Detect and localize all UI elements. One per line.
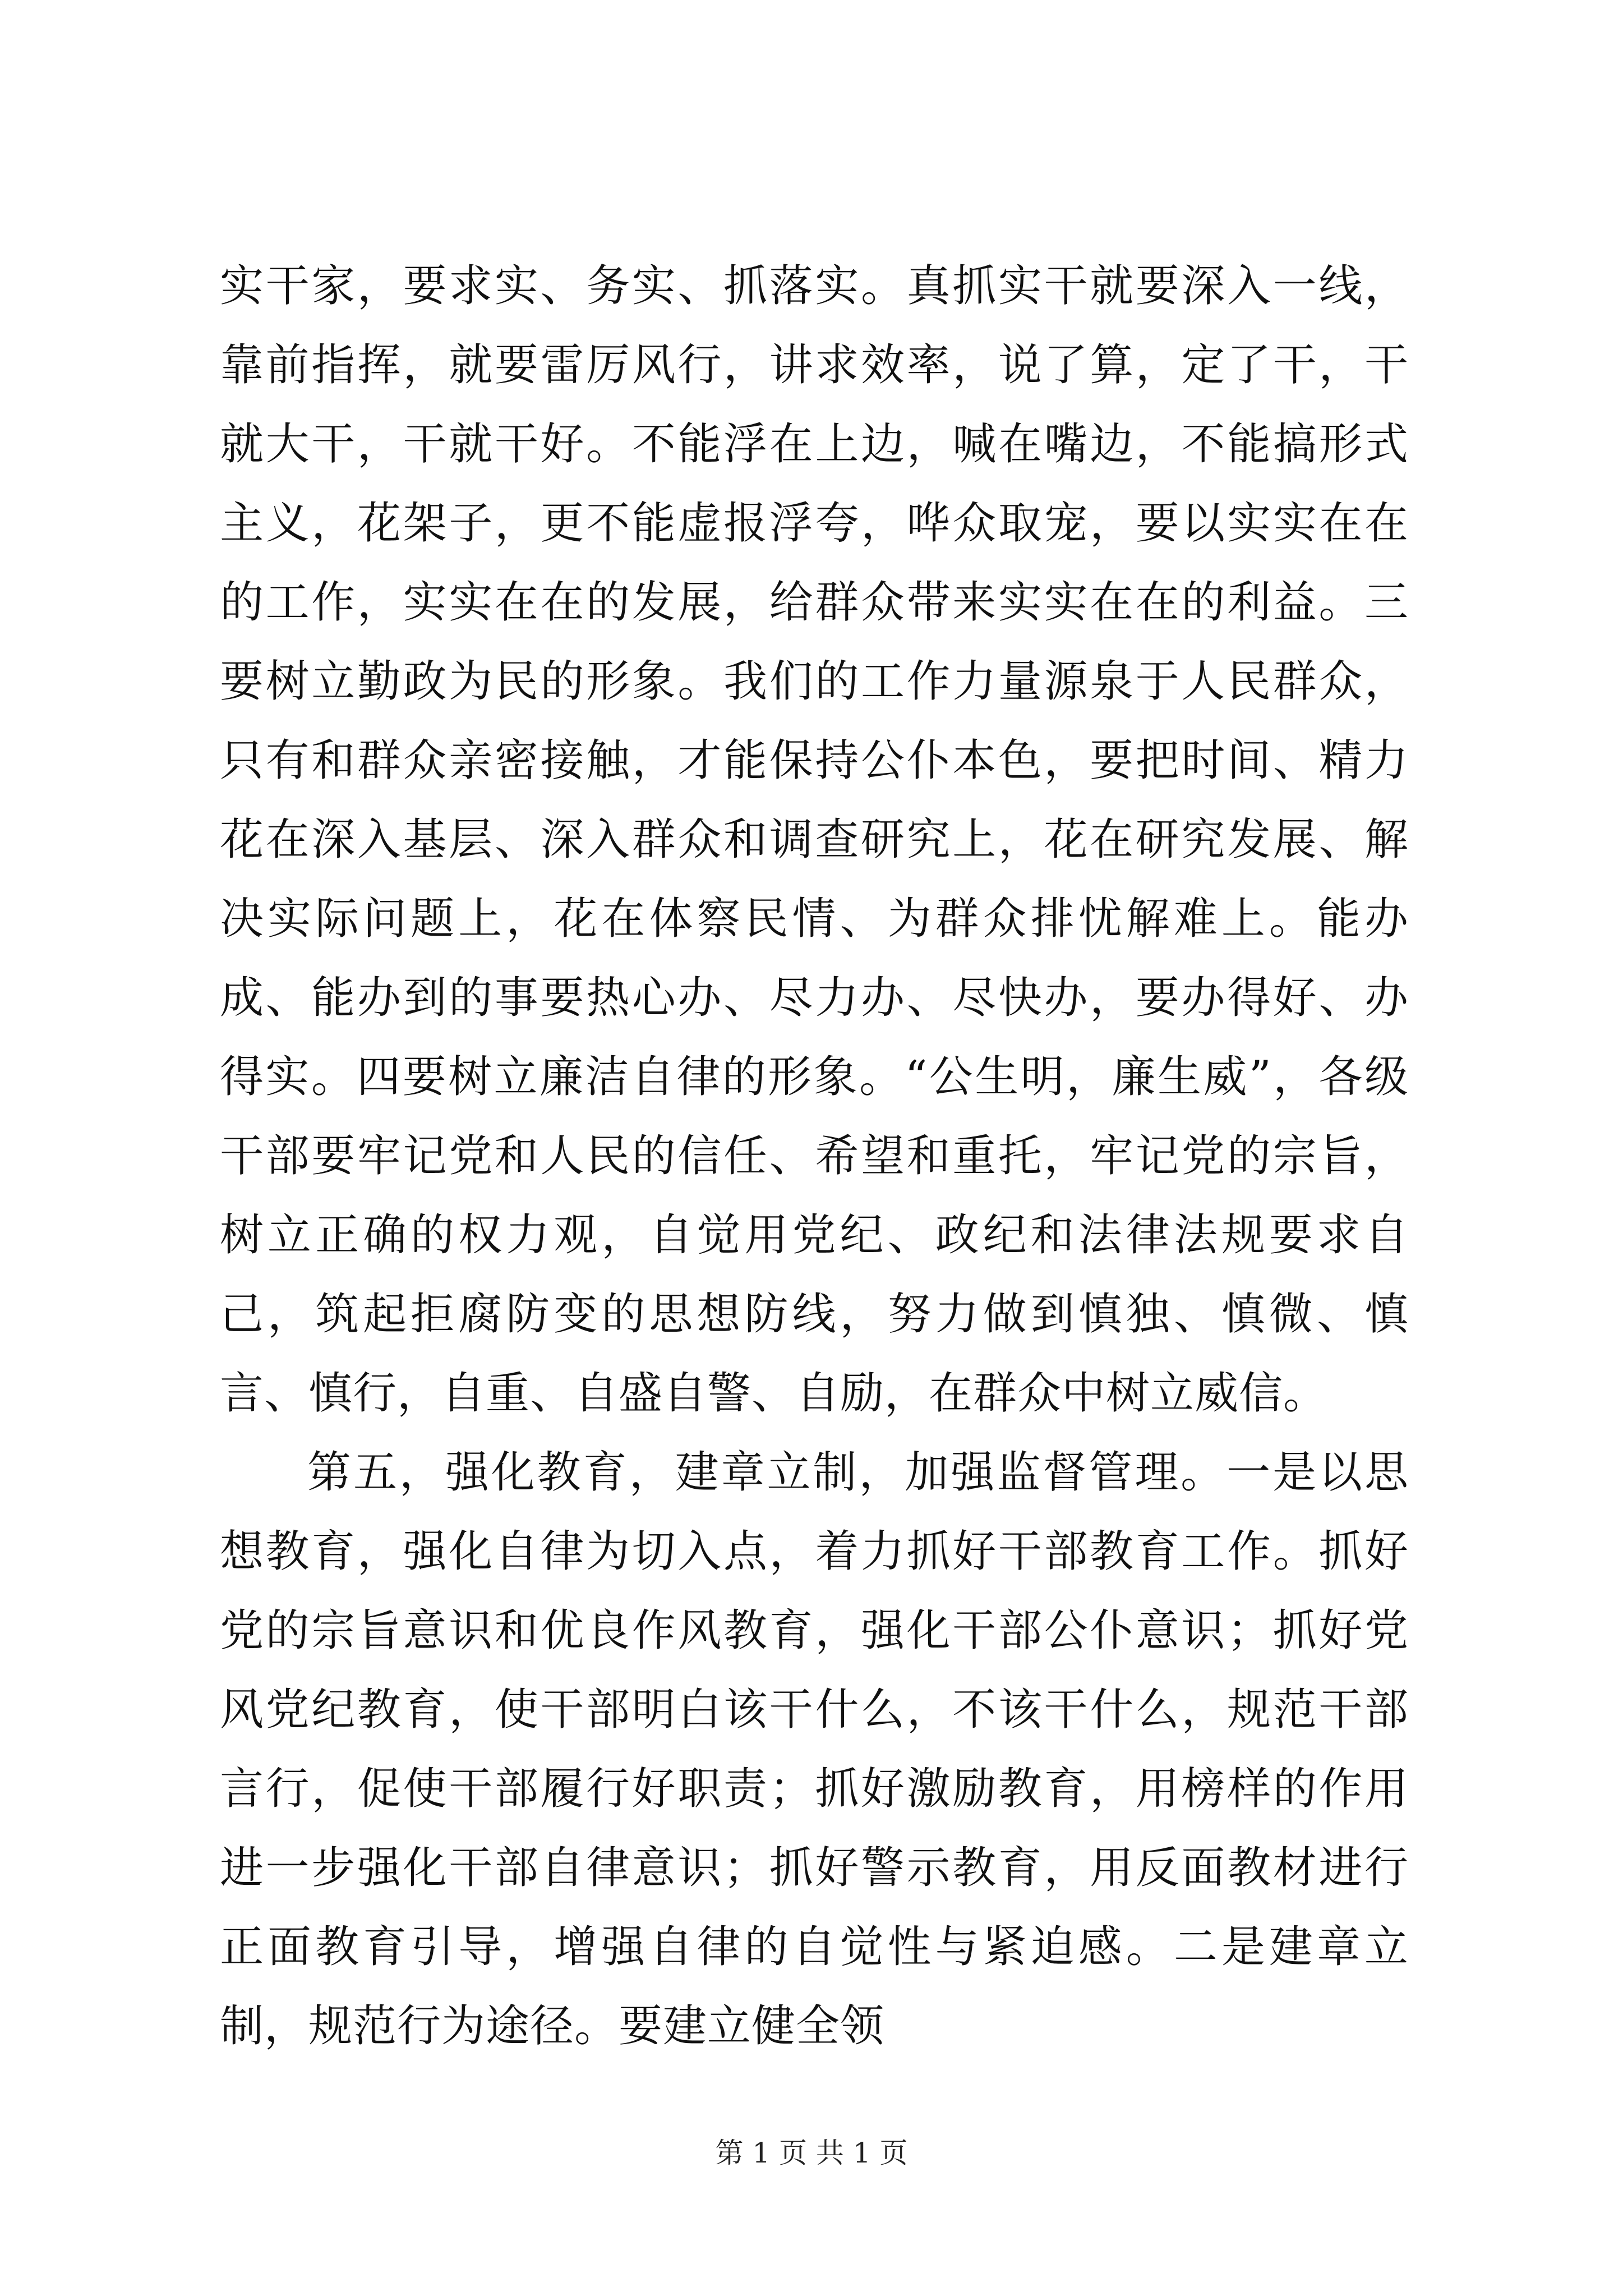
page-footer: 第 1 页 共 1 页 <box>715 2137 908 2169</box>
paragraph-section-five: 第五，强化教育，建章立制，加强监督管理。一是以思想教育，强化自律为切入点，着力抓好干部教育工作。抓好党的宗旨意识和优良作风教育，强化干部公仆意识；抓好党风党纪教育，使干部明白该干什么，不该干什么，规范干部言行，促使干部履行好职责；抓好激励教育，用榜样的作用进一步强化干部自律意识；抓好警示教育，用反面教材进行正面教育引导，增强自律的自觉性与紧迫感。二是建章立制，规范行为途径。要建立健全领 <box>220 1447 1409 2051</box>
paragraph-continued: 实干家，要求实、务实、抓落实。真抓实干就要深入一线，靠前指挥，就要雷厉风行，讲求效率，说了算，定了干，干就大干，干就干好。不能浮在上边，喊在嘴边，不能搞形式主义，花架子，更不能虚报浮夸，哗众取宠，要以实实在在的工作，实实在在的发展，给群众带来实实在在的利益。三要树立勤政为民的形象。我们的工作力量源泉于人民群众，只有和群众亲密接触，才能保持公仆本色，要把时间、精力花在深入基层、深入群众和调查研究上，花在研究发展、解决实际问题上，花在体察民情、为群众排忧解难上。能办成、能办到的事要热心办、尽力办、尽快办，要办得好、办得实。四要树立廉洁自律的形象。“公生明，廉生威”，各级干部要牢记党和人民的信任、希望和重托，牢记党的宗旨，树立正确的权力观，自觉用党纪、政纪和法律法规要求自己，筑起拒腐防变的思想防线，努力做到慎独、慎微、慎言、慎行，自重、自盛自警、自励，在群众中树立威信。 <box>220 261 1409 1419</box>
document-body <box>220 247 1409 2066</box>
